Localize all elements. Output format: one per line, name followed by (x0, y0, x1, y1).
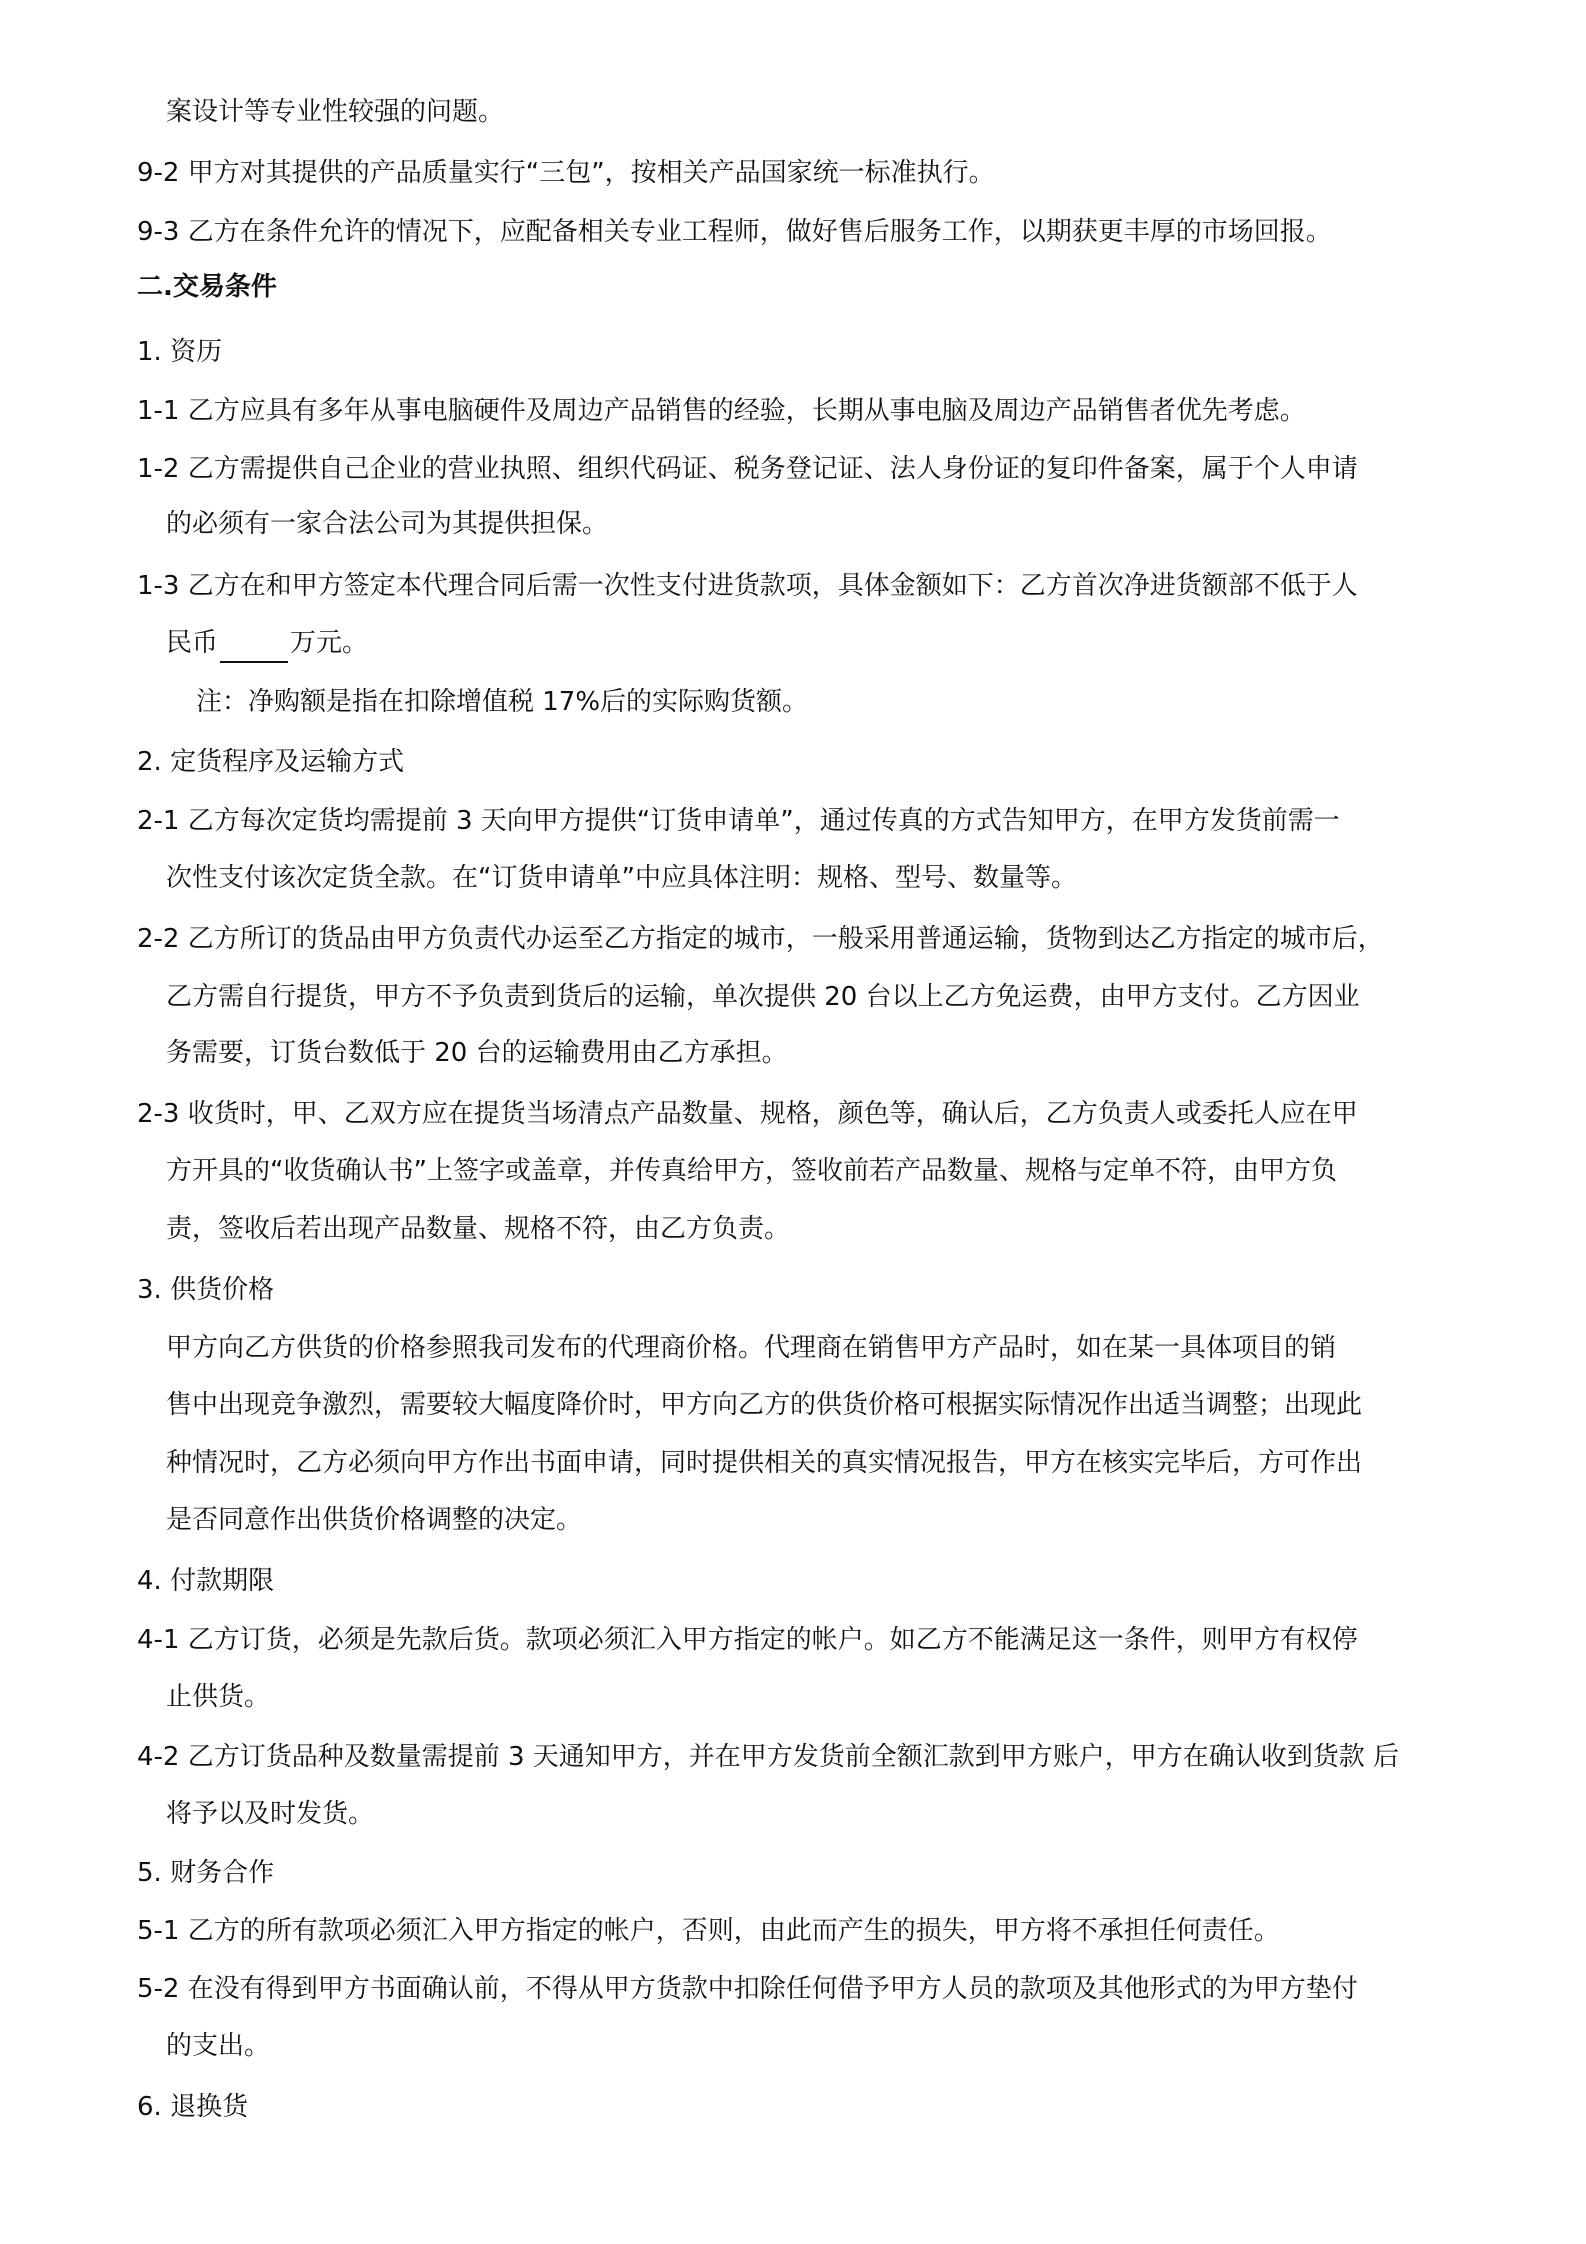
subheading-supply-price: 3. 供货价格 (137, 1275, 275, 1305)
clause-5-2: 5-2 在没有得到甲方书面确认前，不得从甲方货款中扣除任何借予甲方人员的款项及其他形式的为甲方垫付 (137, 1974, 1358, 2004)
clause-5-1: 5-1 乙方的所有款项必须汇入甲方指定的帐户，否则，由此而产生的损失，甲方将不承担任何责任。 (137, 1916, 1280, 1946)
clause-2-1: 2-1 乙方每次定货均需提前 3 天向甲方提供“订货申请单”，通过传真的方式告知甲方，在甲方发货前需一 (137, 806, 1340, 836)
clause-2-3-cont-2: 责，签收后若出现产品数量、规格不符，由乙方负责。 (166, 1214, 791, 1244)
clause-1-1: 1-1 乙方应具有多年从事电脑硬件及周边产品销售的经验，长期从事电脑及周边产品销售者优先考虑。 (137, 396, 1306, 426)
clause-2-2-cont-2: 务需要，订货台数低于 20 台的运输费用由乙方承担。 (166, 1038, 788, 1068)
clause-2-1-cont: 次性支付该次定货全款。在“订货申请单”中应具体注明：规格、型号、数量等。 (166, 863, 1077, 893)
clause-4-1: 4-1 乙方订货，必须是先款后货。款项必须汇入甲方指定的帐户。如乙方不能满足这一条件，则甲方有权停 (137, 1625, 1358, 1655)
note-net-purchase: 注：净购额是指在扣除增值税 17%后的实际购货额。 (196, 687, 809, 717)
clause-5-2-cont: 的支出。 (166, 2031, 271, 2061)
clause-2-3-cont-1: 方开具的“收货确认书”上签字或盖章，并传真给甲方，签收前若产品数量、规格与定单不符，由甲方负 (166, 1156, 1337, 1186)
clause-2-3: 2-3 收货时，甲、乙双方应在提货当场清点产品数量、规格，颜色等，确认后，乙方负责人或委托人应在甲 (137, 1099, 1358, 1129)
amount-blank (220, 633, 288, 663)
clause-4-2: 4-2 乙方订货品种及数量需提前 3 天通知甲方，并在甲方发货前全额汇款到甲方账户，甲方在确认收到货款 后 (137, 1742, 1400, 1772)
clause-2-2: 2-2 乙方所订的货品由甲方负责代办运至乙方指定的城市，一般采用普通运输，货物到达乙方指定的城市后， (137, 924, 1384, 954)
clause-4-2-cont: 将予以及时发货。 (166, 1799, 375, 1829)
price-paragraph-line-2: 售中出现竞争激烈，需要较大幅度降价时，甲方向乙方的供货价格可根据实际情况作出适当调整；出现此 (166, 1390, 1363, 1420)
price-paragraph-line-3: 种情况时，乙方必须向甲方作出书面申请，同时提供相关的真实情况报告，甲方在核实完毕后，方可作出 (166, 1448, 1363, 1478)
clause-1-3-cont (166, 623, 1496, 663)
clause-2-2-cont-1: 乙方需自行提货，甲方不予负责到货后的运输，单次提供 20 台以上乙方免运费，由甲方支付。乙方因业 (166, 982, 1360, 1012)
price-paragraph-line-4: 是否同意作出供货价格调整的决定。 (166, 1505, 583, 1535)
subheading-payment-term: 4. 付款期限 (137, 1566, 275, 1596)
clause-9-2: 9-2 甲方对其提供的产品质量实行“三包”，按相关产品国家统一标准执行。 (137, 158, 995, 188)
amount-unit: 万元。 (290, 628, 369, 658)
price-paragraph-line-1: 甲方向乙方供货的价格参照我司发布的代理商价格。代理商在销售甲方产品时，如在某一具体项目的销 (166, 1333, 1337, 1363)
clause-1-3: 1-3 乙方在和甲方签定本代理合同后需一次性支付进货款项，具体金额如下：乙方首次净进货额部不低于人 (137, 571, 1358, 601)
paragraph-line: 案设计等专业性较强的问题。 (166, 97, 505, 127)
section-heading-trade-conditions: 二.交易条件 (137, 272, 277, 302)
clause-4-1-cont: 止供货。 (166, 1682, 271, 1712)
clause-9-3: 9-3 乙方在条件允许的情况下，应配备相关专业工程师，做好售后服务工作，以期获更丰厚的市场回报。 (137, 217, 1332, 247)
subheading-returns: 6. 退换货 (137, 2092, 249, 2122)
subheading-qualification: 1. 资历 (137, 337, 223, 367)
subheading-order-procedure: 2. 定货程序及运输方式 (137, 747, 405, 777)
clause-1-2: 1-2 乙方需提供自己企业的营业执照、组织代码证、税务登记证、法人身份证的复印件备案，属于个人申请 (137, 454, 1358, 484)
currency-label: 民币 (166, 628, 219, 658)
subheading-financial-cooperation: 5. 财务合作 (137, 1858, 275, 1888)
clause-1-2-cont: 的必须有一家合法公司为其提供担保。 (166, 509, 609, 539)
